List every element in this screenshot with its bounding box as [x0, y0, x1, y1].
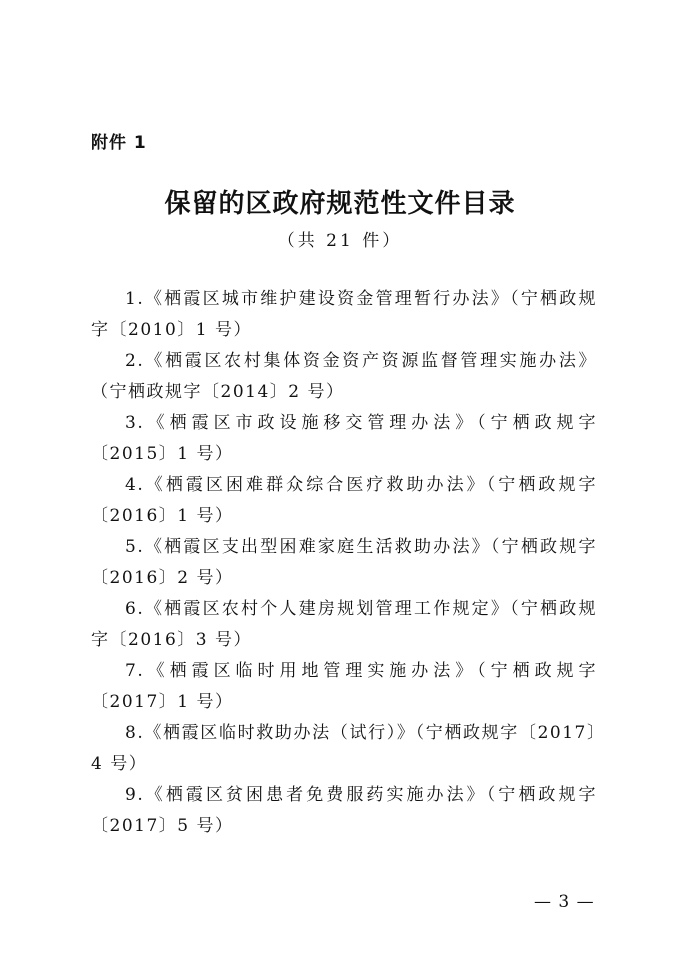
list-item: 2.《栖霞区农村集体资金资产资源监督管理实施办法》（宁栖政规字〔2014〕2 号） — [91, 351, 597, 402]
list-item: 9.《栖霞区贫困患者免费服药实施办法》（宁栖政规字〔2017〕5 号） — [91, 785, 597, 836]
list-item: 5.《栖霞区支出型困难家庭生活救助办法》（宁栖政规字〔2016〕2 号） — [91, 537, 597, 588]
document-title: 保留的区政府规范性文件目录 — [164, 189, 516, 219]
list-item: 6.《栖霞区农村个人建房规划管理工作规定》（宁栖政规字〔2016〕3 号） — [91, 599, 597, 650]
page-number: — 3 — — [534, 892, 595, 912]
document-subtitle: （共 21 件） — [277, 231, 403, 251]
list-item: 4.《栖霞区困难群众综合医疗救助办法》（宁栖政规字〔2016〕1 号） — [91, 475, 597, 526]
list-item: 1.《栖霞区城市维护建设资金管理暂行办法》（宁栖政规字〔2010〕1 号） — [91, 289, 597, 340]
document-list — [91, 284, 597, 842]
attachment-label: 附件 1 — [91, 133, 147, 153]
list-item: 8.《栖霞区临时救助办法（试行）》（宁栖政规字〔2017〕4 号） — [91, 723, 597, 774]
list-item: 3.《栖霞区市政设施移交管理办法》（宁栖政规字〔2015〕1 号） — [91, 413, 597, 464]
list-item: 7.《栖霞区临时用地管理实施办法》（宁栖政规字〔2017〕1 号） — [91, 661, 597, 712]
